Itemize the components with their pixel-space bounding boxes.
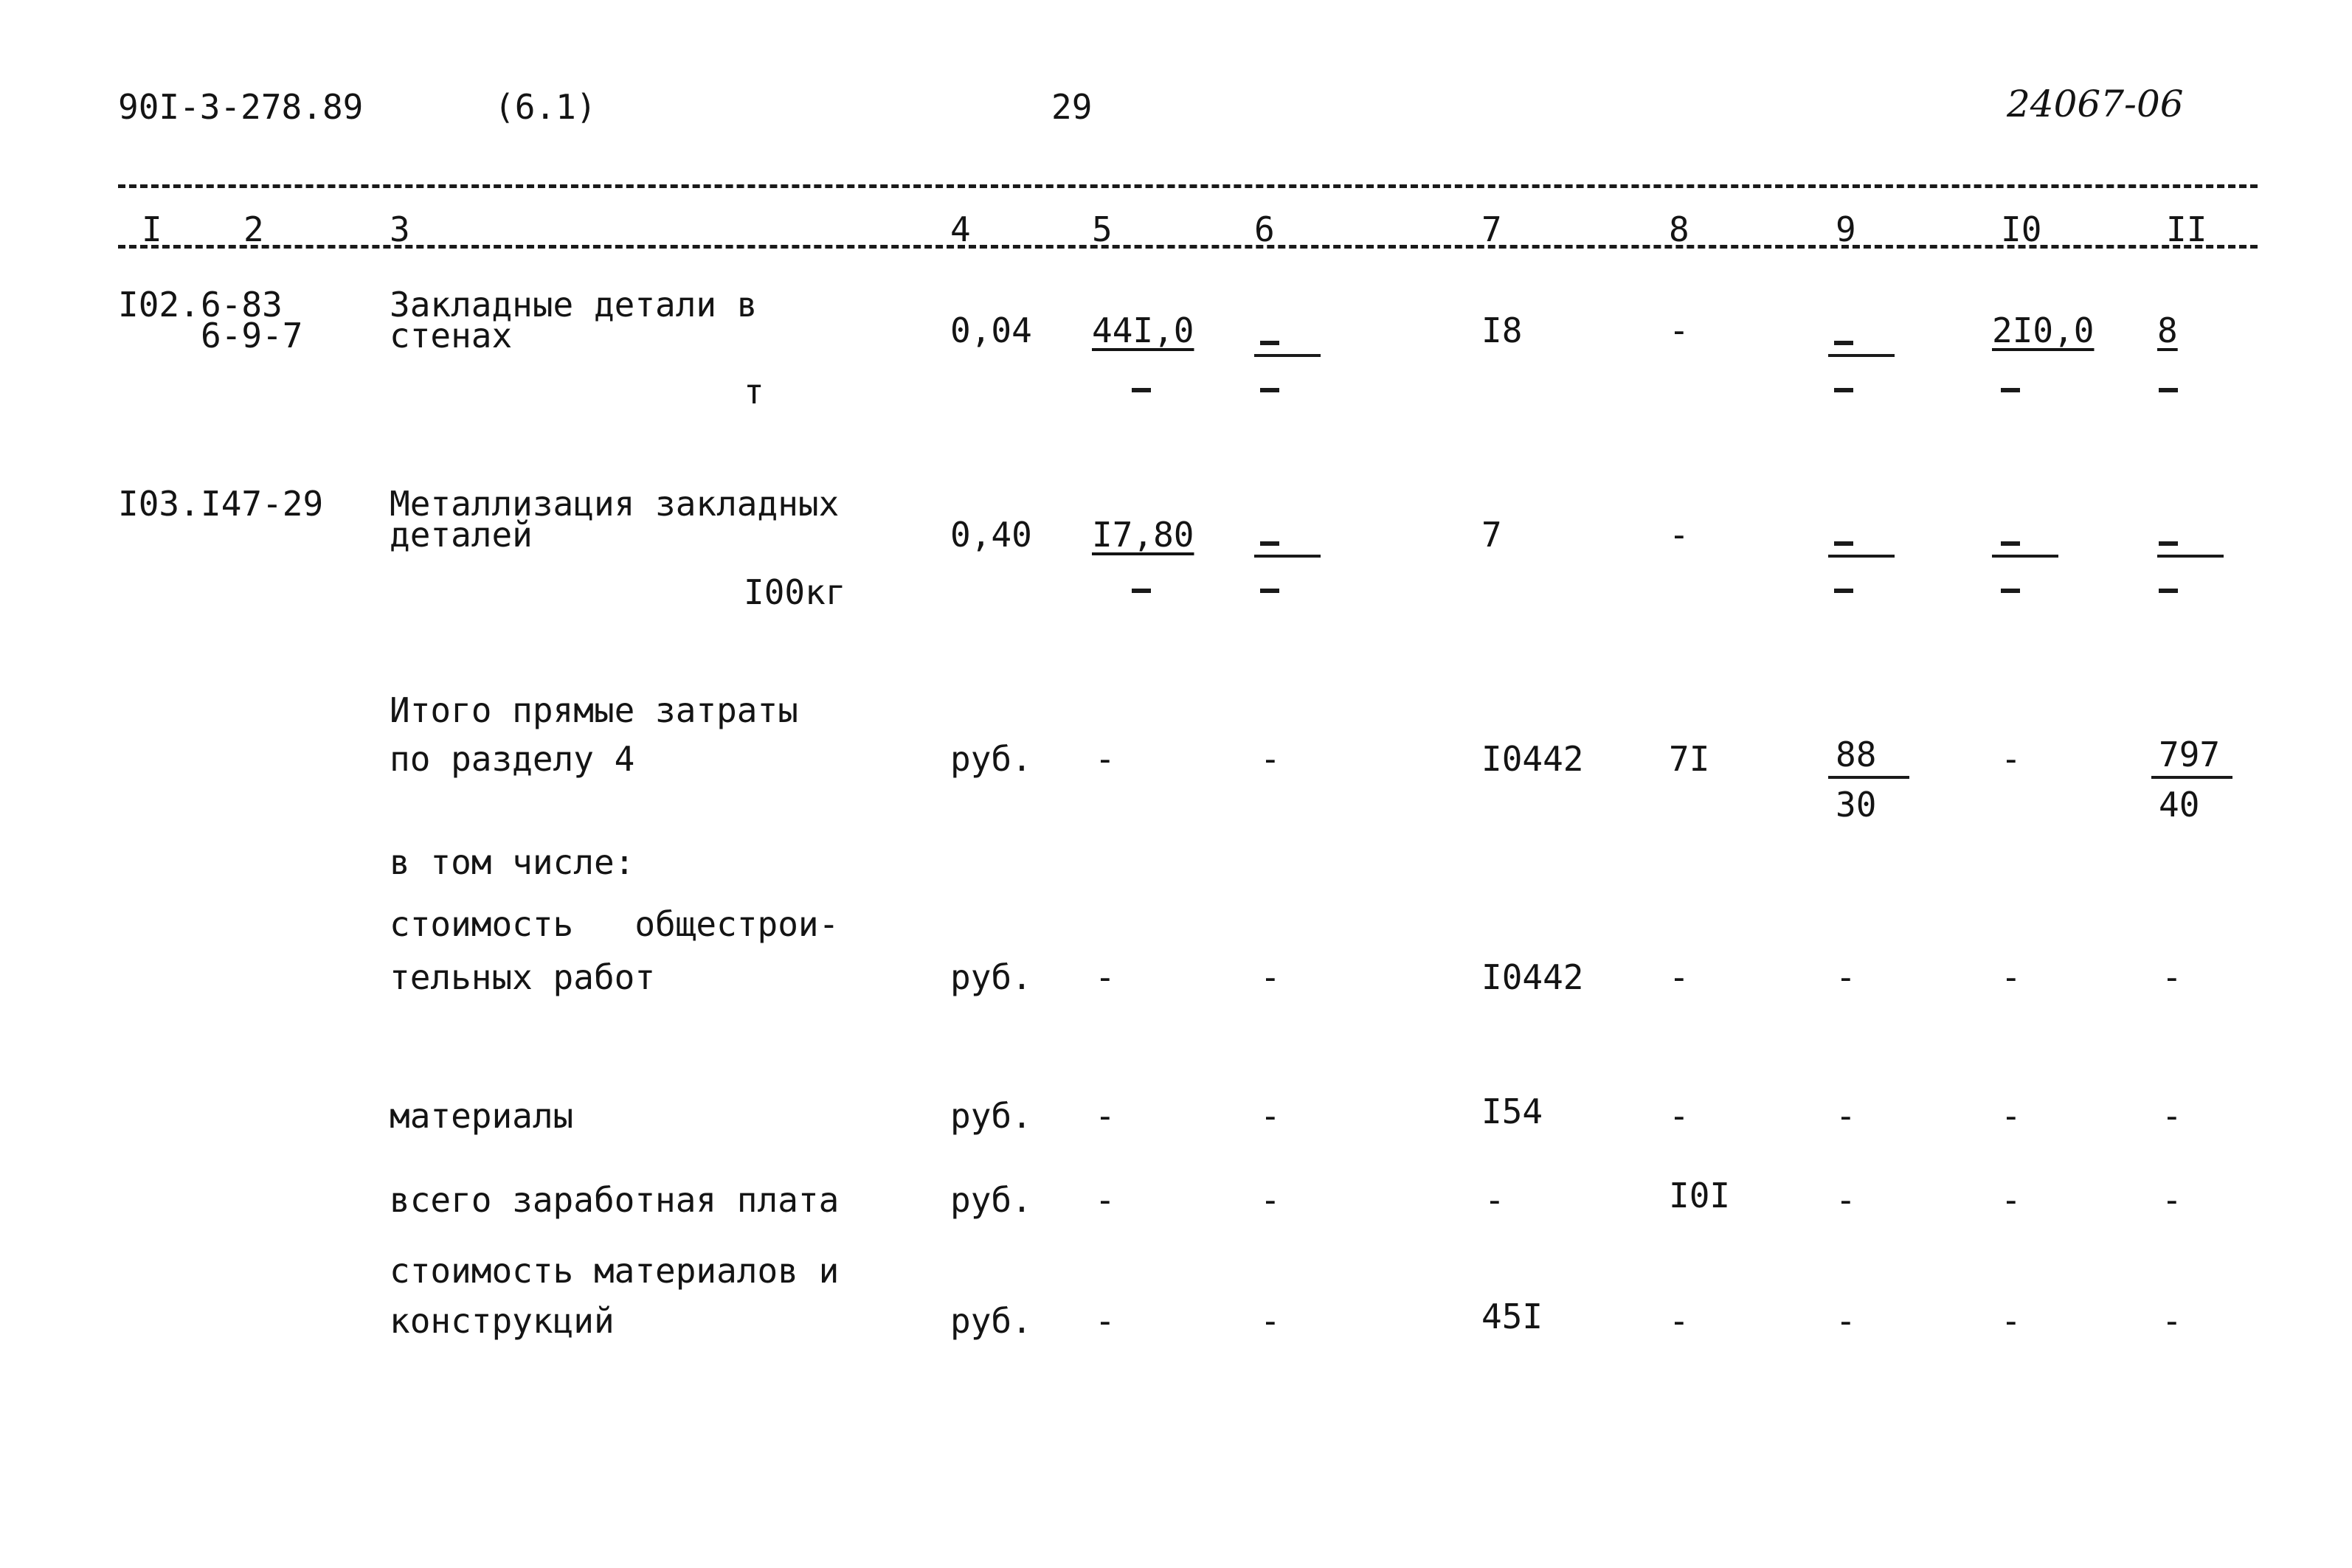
cell-value: - — [2162, 957, 2182, 997]
cell-value: - — [2001, 957, 2021, 997]
top-dashed-rule — [118, 184, 2258, 188]
unit: I00кг — [744, 572, 846, 612]
column-number: 4 — [950, 209, 971, 249]
fraction-bar — [2157, 555, 2224, 558]
rate-code: I47-29 — [201, 484, 324, 524]
total-cost: I54 — [1481, 1092, 1543, 1131]
wages-cell: 7I — [1669, 739, 1710, 779]
cell-value: - — [2001, 739, 2021, 779]
dash-mark — [1834, 388, 1853, 392]
dash-mark — [2159, 388, 2178, 392]
cell-value: - — [2162, 1301, 2182, 1341]
fraction-bar — [1828, 776, 1909, 779]
totals-label: Итого прямые затраты — [390, 690, 798, 730]
dash-mark — [1260, 541, 1279, 546]
quantity: 0,04 — [950, 311, 1032, 350]
dash-mark — [2001, 589, 2020, 593]
cell-value: - — [1260, 1180, 1281, 1220]
column-number: 5 — [1092, 209, 1113, 249]
cell-value: - — [2001, 1180, 2021, 1220]
cell-value: - — [1260, 1096, 1281, 1136]
dash-mark — [1260, 589, 1279, 593]
fraction-bar — [2151, 776, 2232, 779]
cell-value: - — [1095, 1180, 1116, 1220]
work-name: стенах — [390, 316, 513, 355]
cell-value: - — [1836, 1301, 1856, 1341]
cell-value: - — [1836, 1180, 1856, 1220]
column-number: 3 — [390, 209, 410, 249]
page-number: 29 — [1051, 87, 1093, 127]
unit: руб. — [950, 1180, 1032, 1220]
fraction-top: 88 — [1836, 735, 1877, 774]
column-number: I — [142, 209, 162, 249]
fraction-bar — [1254, 354, 1321, 357]
dash-mark — [2159, 541, 2178, 546]
fraction-bottom: 40 — [2159, 785, 2200, 825]
item-label: конструкций — [390, 1301, 615, 1341]
item-label: тельных работ — [390, 957, 656, 997]
unit: руб. — [950, 739, 1032, 779]
cell-value: - — [2162, 1180, 2182, 1220]
cell-value: - — [1836, 957, 1856, 997]
quantity: 0,40 — [950, 515, 1032, 555]
dash-mark — [2001, 541, 2020, 546]
cell-value: - — [1260, 739, 1281, 779]
totals-label: по разделу 4 — [390, 739, 635, 779]
inventory-number: 24067-06 — [2007, 83, 2184, 125]
dash-mark — [1834, 589, 1853, 593]
cell-value: - — [1095, 739, 1116, 779]
fraction-bar — [1992, 555, 2058, 558]
unit: т — [744, 372, 764, 412]
dash-mark — [1260, 388, 1279, 392]
rate-code: 6-83 — [201, 285, 283, 325]
header-dashed-rule — [118, 245, 2258, 249]
fraction-bar — [1828, 555, 1895, 558]
column-number: I0 — [2001, 209, 2042, 249]
column-number: II — [2166, 209, 2207, 249]
dash-mark — [1834, 541, 1853, 546]
dash-mark — [2159, 589, 2178, 593]
total-cost: 45I — [1481, 1297, 1543, 1336]
dash-mark — [2001, 388, 2020, 392]
unit: руб. — [950, 1301, 1032, 1341]
total-cost: I0442 — [1481, 957, 1584, 997]
work-name: деталей — [390, 515, 533, 555]
column-number: 2 — [243, 209, 264, 249]
dash-mark — [1132, 388, 1151, 392]
column-number: 6 — [1254, 209, 1275, 249]
total-cost: I0442 — [1481, 739, 1584, 779]
fraction-bar — [1254, 555, 1321, 558]
cell-value: - — [2001, 1096, 2021, 1136]
labor-total: 8 — [2157, 311, 2178, 350]
cell-value: - — [2162, 1096, 2182, 1136]
sheet-number: (6.1) — [494, 87, 597, 127]
column-number: 7 — [1481, 209, 1502, 249]
work-name: Закладные детали в — [390, 285, 758, 325]
labor-cost: 2I0,0 — [1992, 311, 2095, 350]
cell-value: - — [1260, 957, 1281, 997]
fraction-bottom: 30 — [1836, 785, 1877, 825]
fraction-bar — [1828, 354, 1895, 357]
cell-value: - — [1836, 1096, 1856, 1136]
fraction-top: 797 — [2159, 735, 2221, 774]
item-label: стоимость материалов и — [390, 1251, 840, 1291]
cell-value: - — [1095, 957, 1116, 997]
unit: руб. — [950, 957, 1032, 997]
column-number: 8 — [1669, 209, 1689, 249]
document-code: 90I-3-278.89 — [118, 87, 364, 127]
row-number: I02. — [118, 285, 200, 325]
item-label: стоимость общестрои- — [390, 904, 840, 944]
unit: руб. — [950, 1096, 1032, 1136]
including-label: в том числе: — [390, 842, 635, 882]
rate-code: 6-9-7 — [201, 316, 303, 355]
cell-value: - — [1669, 957, 1689, 997]
item-label: материалы — [390, 1096, 574, 1136]
cell-value: - — [2001, 1301, 2021, 1341]
cell-value: - — [1669, 1096, 1689, 1136]
wages-cell: - — [1669, 311, 1689, 350]
total-cost: I8 — [1481, 311, 1523, 350]
cell-value: - — [1669, 1301, 1689, 1341]
dash-mark — [1834, 341, 1853, 345]
row-number: I03. — [118, 484, 200, 524]
item-label: всего заработная плата — [390, 1180, 840, 1220]
cell-value: - — [1260, 1301, 1281, 1341]
cell-value: - — [1095, 1301, 1116, 1341]
cell-value: - — [1095, 1096, 1116, 1136]
dash-mark — [1260, 341, 1279, 345]
dash-mark — [1132, 589, 1151, 593]
unit-cost: 44I,0 — [1092, 311, 1194, 350]
unit-cost: I7,80 — [1092, 515, 1194, 555]
work-name: Металлизация закладных — [390, 484, 840, 524]
total-cost: 7 — [1481, 515, 1502, 555]
wages-cell: I0I — [1669, 1176, 1731, 1215]
cell-value: - — [1484, 1180, 1505, 1220]
wages-cell: - — [1669, 515, 1689, 555]
column-number: 9 — [1836, 209, 1856, 249]
